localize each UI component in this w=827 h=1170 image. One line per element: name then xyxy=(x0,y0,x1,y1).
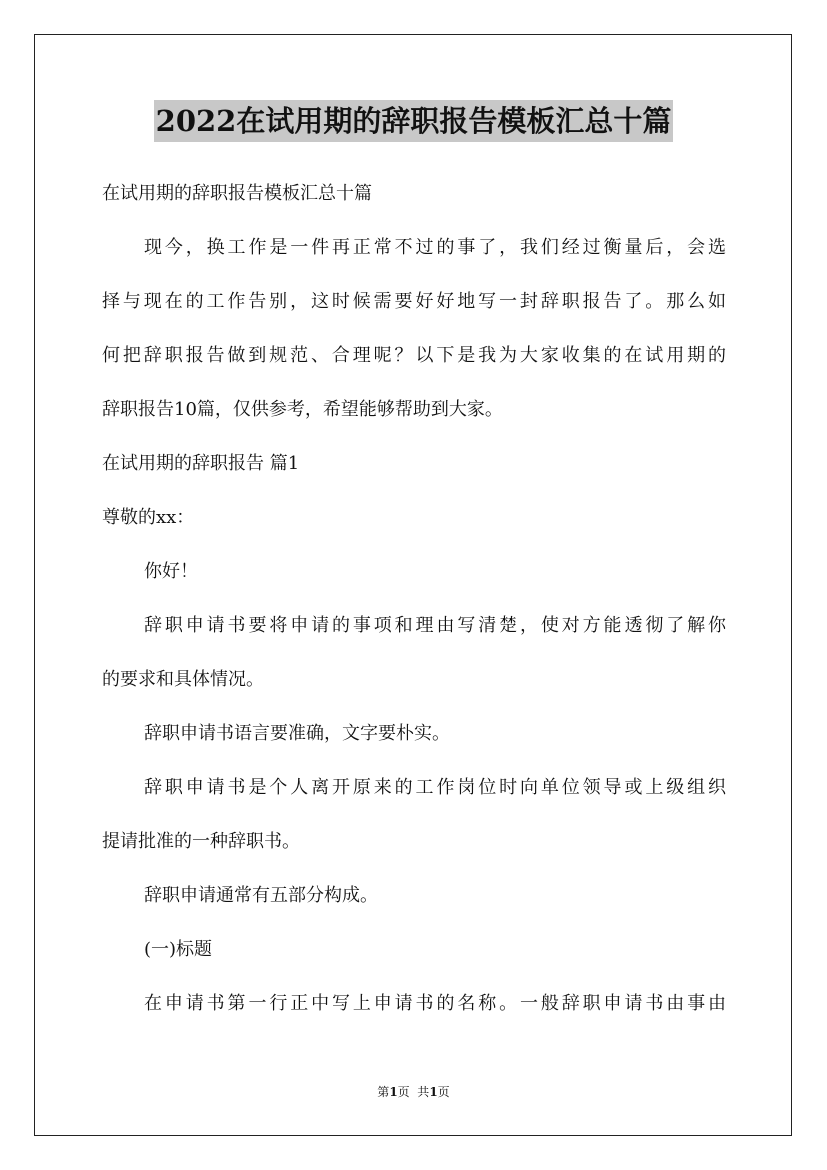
paragraph-line: 提请批准的一种辞职书。 xyxy=(102,831,300,852)
page-footer xyxy=(0,1084,827,1100)
subheading: (一)标题 xyxy=(144,939,213,960)
title-container xyxy=(0,100,827,142)
paragraph-line: 在申请书第一行正中写上申请书的名称。一般辞职申请书由事由 xyxy=(144,993,726,1014)
section-heading: 在试用期的辞职报告 篇1 xyxy=(102,453,300,474)
paragraph-line: 辞职申请书是个人离开原来的工作岗位时向单位领导或上级组织 xyxy=(144,777,726,798)
paragraph-line: 辞职申请书语言要准确，文字要朴实。 xyxy=(144,723,450,744)
paragraph-line: 现今，换工作是一件再正常不过的事了，我们经过衡量后，会选 xyxy=(144,237,726,258)
paragraph-line: 的要求和具体情况。 xyxy=(102,669,264,690)
subtitle-line: 在试用期的辞职报告模板汇总十篇 xyxy=(102,183,372,204)
page-label-suffix: 页 xyxy=(437,1085,450,1099)
paragraph-line: 择与现在的工作告别，这时候需要好好地写一封辞职报告了。那么如 xyxy=(102,291,726,312)
paragraph-line: 辞职申请书要将申请的事项和理由写清楚，使对方能透彻了解你 xyxy=(144,615,726,636)
page-total-number: 1 xyxy=(429,1085,438,1099)
salutation: 尊敬的xx： xyxy=(102,507,195,528)
page-current-number: 1 xyxy=(389,1085,398,1099)
paragraph-line: 辞职报告10篇，仅供参考，希望能够帮助到大家。 xyxy=(102,399,503,420)
page-label-prefix: 第 xyxy=(377,1085,390,1099)
document-title: 2022在试用期的辞职报告模板汇总十篇 xyxy=(154,100,674,142)
greeting: 你好！ xyxy=(144,561,198,582)
page-label-middle: 页 共 xyxy=(397,1085,430,1099)
paragraph-line: 辞职申请通常有五部分构成。 xyxy=(144,885,378,906)
paragraph-line: 何把辞职报告做到规范、合理呢？以下是我为大家收集的在试用期的 xyxy=(102,345,726,366)
